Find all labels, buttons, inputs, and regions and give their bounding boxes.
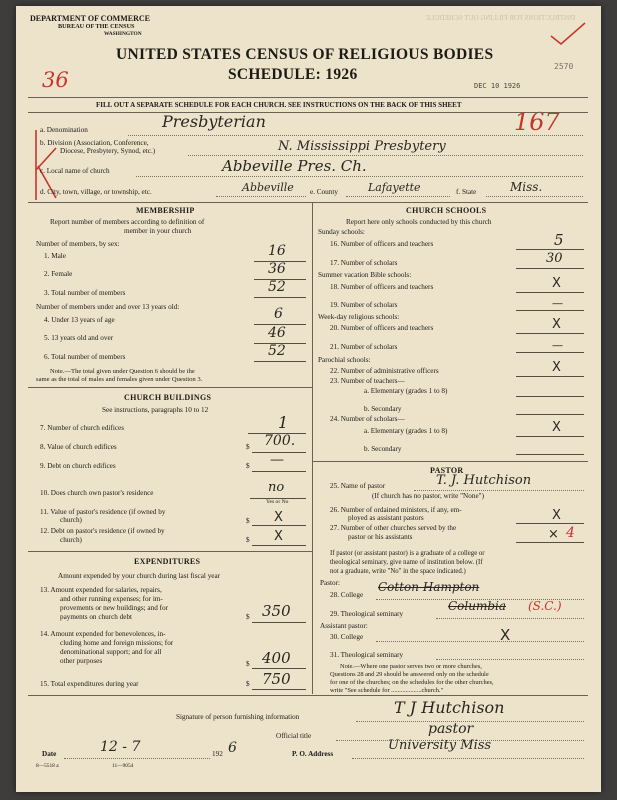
q12-value: X	[274, 529, 283, 544]
q26-line	[516, 523, 584, 524]
date-value: 12 - 7	[100, 739, 141, 755]
red-check-mark	[547, 20, 589, 48]
q22-line	[516, 376, 584, 377]
graduate-note-3: not a graduate, write "No" in the space indicated.)	[330, 568, 466, 575]
q11-line	[252, 525, 306, 526]
membership-rule	[28, 387, 312, 388]
county-label: e. County	[310, 188, 338, 196]
city-label: d. City, town, village, or township, etc.	[40, 188, 152, 196]
q13-label-2: and other running expenses; for im-	[60, 595, 163, 603]
division-line	[188, 155, 583, 156]
bleed-through-text: INSTRUCTIONS FOR FILLING OUT SCHEDULE	[426, 14, 576, 22]
q27-line	[516, 542, 584, 543]
q22-value: X	[552, 360, 561, 375]
q25-label: 25. Name of pastor	[330, 482, 386, 490]
q16-label: 16. Number of officers and teachers	[330, 240, 434, 248]
q15-line	[252, 689, 306, 690]
q13-value: 350	[262, 602, 291, 620]
q11-label-2: church)	[60, 516, 82, 524]
graduate-note-1: If pastor (or assistant pastor) is a graduate of a college or	[330, 550, 485, 557]
q23b-label: b. Secondary	[364, 405, 402, 413]
department-label: DEPARTMENT OF COMMERCE	[30, 14, 151, 23]
denomination-line	[128, 135, 583, 136]
q14-label-3: denominational support; and for all	[60, 648, 162, 656]
q12-label-2: church)	[60, 536, 82, 544]
q3-value: 52	[268, 279, 286, 295]
q27-x-mark: ×	[548, 527, 559, 542]
handwritten-red-number: 167	[514, 108, 560, 136]
schools-heading: CHURCH SCHOOLS	[406, 206, 487, 215]
q11-label-1: 11. Value of pastor's residence (if owned by	[40, 508, 166, 516]
q26-label-2: ployed as assistant pastors	[348, 514, 424, 522]
q9-label: 9. Debt on church edifices	[40, 462, 116, 470]
q5-label: 5. 13 years old and over	[44, 334, 114, 342]
ident-rule	[28, 202, 588, 203]
official-title-value: pastor	[428, 721, 474, 737]
q18-value: X	[552, 276, 561, 291]
stamp-number: 2570	[554, 62, 574, 71]
membership-note-1: Note.—The total given under Question 6 should be the	[50, 368, 195, 375]
q31-line	[436, 659, 584, 660]
q24a-value: X	[552, 420, 561, 435]
received-date-stamp: DEC 10 1926	[474, 82, 521, 90]
denomination-value: Presbyterian	[162, 112, 266, 131]
q25-hint: (If church has no pastor, write "None")	[372, 492, 484, 500]
membership-heading: MEMBERSHIP	[136, 206, 195, 215]
q17-value: 30	[546, 251, 563, 266]
yes-or-no-hint: Yes or No	[266, 499, 289, 505]
pastor-note-4: write "See schedule for ...................church."	[330, 687, 444, 694]
signature-label: Signature of person furnishing information	[176, 713, 300, 721]
pastor-subheading: Pastor:	[320, 579, 340, 587]
church-name-line	[136, 176, 583, 177]
division-label-1: b. Division (Association, Conference,	[40, 139, 149, 147]
print-number: 11—9054	[112, 763, 134, 769]
weekday-schools-label: Week-day religious schools:	[318, 313, 400, 321]
q24b-label: b. Secondary	[364, 445, 402, 453]
body-bottom-rule	[28, 695, 588, 696]
state-line	[486, 196, 583, 197]
state-label: f. State	[456, 188, 477, 196]
header-rule	[28, 97, 588, 98]
q29-line	[436, 618, 584, 619]
form-title: UNITED STATES CENSUS OF RELIGIOUS BODIES	[116, 46, 494, 63]
q29-label: 29. Theological seminary	[330, 610, 404, 618]
city-label: WASHINGTON	[104, 31, 142, 37]
q7-label: 7. Number of church edifices	[40, 424, 125, 432]
q27-label-1: 27. Number of other churches served by the	[330, 524, 457, 532]
q19-value: —	[552, 297, 563, 310]
q23a-label: a. Elementary (grades 1 to 8)	[364, 387, 448, 395]
sunday-schools-label: Sunday schools:	[318, 228, 365, 236]
q21-line	[516, 352, 584, 353]
q19-label: 19. Number of scholars	[330, 301, 398, 309]
q3-line	[254, 297, 306, 298]
expenditures-heading: EXPENDITURES	[134, 557, 201, 566]
buildings-rule	[28, 551, 312, 552]
form-number: 8—5518 a	[36, 763, 59, 769]
buildings-intro: See instructions, paragraphs 10 to 12	[102, 406, 209, 414]
q24a-line	[516, 436, 584, 437]
q11-value: X	[274, 510, 283, 525]
church-name-value: Abbeville Pres. Ch.	[222, 157, 367, 175]
q13-label-4: payments on church debt	[60, 613, 133, 621]
instruction-line: FILL OUT A SEPARATE SCHEDULE FOR EACH CHURCH. SEE INSTRUCTIONS ON THE BACK OF THIS SHEET	[96, 101, 462, 109]
q6-value: 52	[268, 343, 286, 359]
instruction-rule	[28, 112, 588, 113]
q9-line	[252, 471, 306, 472]
q24-label: 24. Number of scholars—	[330, 415, 405, 423]
handwritten-number: 36	[42, 68, 69, 92]
buildings-heading: CHURCH BUILDINGS	[124, 393, 212, 402]
schools-intro: Report here only schools conducted by this church	[346, 218, 492, 226]
q30-value: X	[500, 626, 511, 644]
summer-schools-label: Summer vacation Bible schools:	[318, 271, 412, 279]
q25-value: T. J. Hutchison	[436, 473, 532, 488]
q15-value: 750	[262, 670, 291, 688]
q24b-line	[516, 454, 584, 455]
q14-dollar: $	[246, 660, 250, 668]
expenditures-intro: Amount expended by your church during last fiscal year	[58, 572, 221, 580]
address-label: P. O. Address	[292, 750, 334, 758]
column-divider	[312, 202, 313, 694]
q1-value: 16	[268, 243, 286, 259]
q2-value: 36	[268, 261, 286, 277]
county-value: Lafayette	[368, 181, 421, 194]
pastor-note-3: for one of the churches; on the schedules for the other churches,	[330, 679, 494, 686]
q28-label: 28. College	[330, 591, 364, 599]
q15-label: 15. Total expenditures during year	[40, 680, 139, 688]
q13-line	[252, 622, 306, 623]
membership-intro-1: Report number of members according to definition of	[50, 218, 205, 226]
schools-rule	[312, 461, 588, 462]
q3-label: 3. Total number of members	[44, 289, 126, 297]
q4-label: 4. Under 13 years of age	[44, 316, 115, 324]
q5-value: 46	[268, 325, 286, 341]
q23b-line	[516, 414, 584, 415]
q12-label-1: 12. Debt on pastor's residence (if owned by	[40, 527, 165, 535]
q9-value: —	[270, 452, 284, 468]
q7-value: 1	[278, 413, 289, 432]
members-under-over: Number of members under and over 13 years old:	[36, 303, 180, 311]
q4-value: 6	[274, 306, 283, 322]
q28-value: Cotton Hampton	[378, 580, 480, 594]
q29-red-note: (S.C.)	[528, 599, 562, 613]
q24a-label: a. Elementary (grades 1 to 8)	[364, 427, 448, 435]
parochial-schools-label: Parochial schools:	[318, 356, 371, 364]
membership-note-2: same as the total of males and females given under Question 3.	[36, 376, 203, 383]
q17-label: 17. Number of scholars	[330, 259, 398, 267]
q16-value: 5	[554, 231, 564, 249]
q19-line	[516, 310, 584, 311]
q18-line	[516, 292, 584, 293]
division-label-2: Diocese, Presbytery, Synod, etc.)	[60, 147, 156, 155]
q31-label: 31. Theological seminary	[330, 651, 404, 659]
schedule-title: SCHEDULE: 1926	[228, 66, 358, 83]
q23a-line	[516, 396, 584, 397]
q17-line	[516, 268, 584, 269]
q10-value: no	[268, 480, 285, 495]
year-value: 6	[228, 740, 237, 756]
county-line	[346, 196, 450, 197]
q23-label: 23. Number of teachers—	[330, 377, 405, 385]
q12-line	[252, 545, 306, 546]
q20-value: X	[552, 317, 561, 332]
q20-label: 20. Number of officers and teachers	[330, 324, 434, 332]
q30-label: 30. College	[330, 633, 364, 641]
date-line	[64, 758, 210, 759]
official-title-label: Official title	[276, 732, 312, 740]
q26-value: X	[552, 508, 561, 523]
q6-line	[254, 361, 306, 362]
date-label: Date	[42, 750, 57, 758]
q29-value: Columbia	[448, 599, 507, 613]
q15-dollar: $	[246, 680, 250, 688]
q13-label-1: 13. Amount expended for salaries, repairs,	[40, 586, 162, 594]
q16-line	[516, 249, 584, 250]
q25-line	[414, 490, 584, 491]
assistant-subheading: Assistant pastor:	[320, 622, 368, 630]
q11-dollar: $	[246, 517, 250, 525]
state-value: Miss.	[510, 180, 543, 194]
q2-label: 2. Female	[44, 270, 73, 278]
q21-value: —	[552, 339, 563, 352]
q8-dollar: $	[246, 443, 250, 451]
q14-line	[252, 668, 306, 669]
q10-label: 10. Does church own pastor's residence	[40, 489, 154, 497]
membership-intro-2: member in your church	[124, 227, 192, 235]
q8-label: 8. Value of church edifices	[40, 443, 117, 451]
members-by-sex: Number of members, by sex:	[36, 240, 120, 248]
division-value: N. Mississippi Presbytery	[278, 139, 446, 154]
signature-value: T J Hutchison	[394, 698, 505, 717]
bureau-label: BUREAU OF THE CENSUS	[58, 23, 135, 30]
q14-value: 400	[262, 649, 291, 667]
pastor-heading: PASTOR	[430, 466, 464, 475]
census-schedule-sheet	[16, 6, 601, 792]
q27-label-2: pastor or his assistants	[348, 533, 413, 541]
address-value: University Miss	[388, 738, 492, 753]
pastor-note-2: Questions 28 and 29 should be answered only on the schedule	[330, 671, 489, 678]
q27-value: 4	[566, 525, 575, 541]
q13-dollar: $	[246, 613, 250, 621]
city-line	[216, 196, 306, 197]
q14-label-2: cluding home and foreign missions; for	[60, 639, 174, 647]
q6-label: 6. Total number of members	[44, 353, 126, 361]
denomination-label: a. Denomination	[40, 126, 88, 134]
year-prefix: 192	[212, 750, 223, 758]
q21-label: 21. Number of scholars	[330, 343, 398, 351]
q14-label-4: other purposes	[60, 657, 103, 665]
city-value: Abbeville	[242, 181, 294, 194]
q8-value: 700.	[264, 433, 296, 449]
graduate-note-2: theological seminary, give name of institution below. (If	[330, 559, 483, 566]
q30-line	[376, 641, 584, 642]
q1-label: 1. Male	[44, 252, 66, 260]
church-name-label: c. Local name of church	[40, 167, 110, 175]
address-line	[352, 758, 584, 759]
q13-label-3: provements or new buildings; and for	[60, 604, 168, 612]
q14-label-1: 14. Amount expended for benevolences, in-	[40, 630, 166, 638]
q20-line	[516, 333, 584, 334]
q9-dollar: $	[246, 462, 250, 470]
q18-label: 18. Number of officers and teachers	[330, 283, 434, 291]
q22-label: 22. Number of administrative officers	[330, 367, 439, 375]
q26-label-1: 26. Number of ordained ministers, if any, em-	[330, 506, 462, 514]
q12-dollar: $	[246, 536, 250, 544]
pastor-note-1: Note.—Where one pastor serves two or more churches,	[340, 663, 482, 670]
